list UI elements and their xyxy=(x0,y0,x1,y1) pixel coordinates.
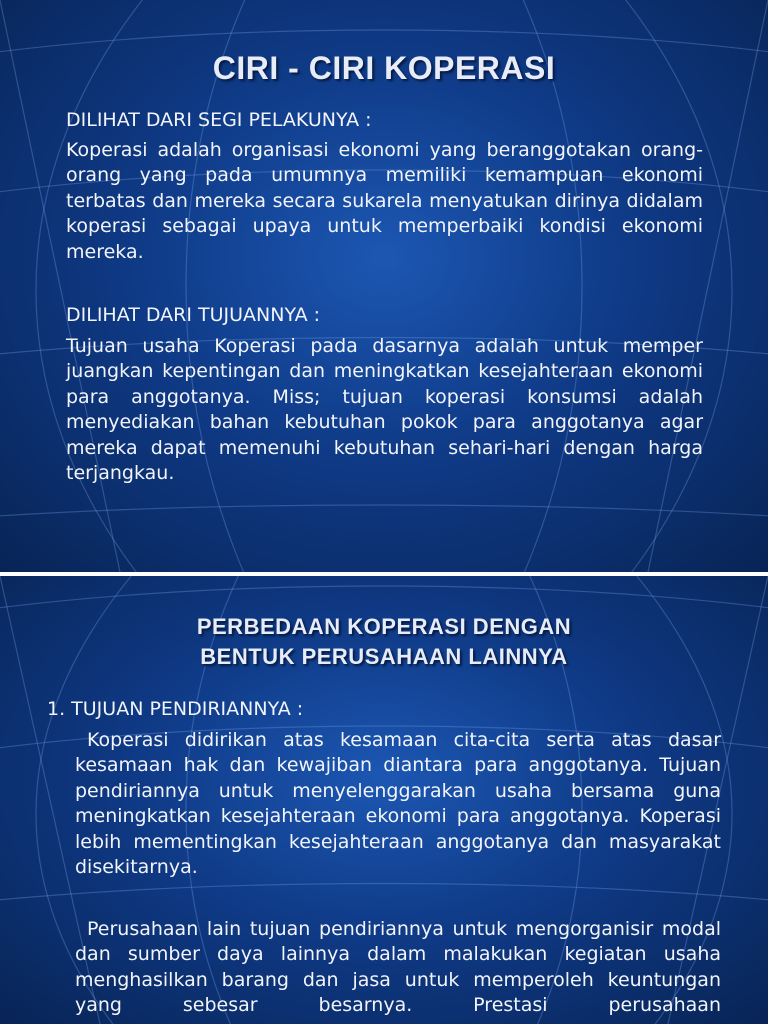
paragraph-koperasi: Koperasi didirikan atas kesamaan cita-cita serta atas dasar kesamaan hak dan kewajiban diantara para anggotanya. Tujuan pendiriannya untuk menyelenggarakan usaha bersama guna meningkatkan kesejahteraan ekonomi para anggotanya. Koperasi lebih mementingkan kesejahteraan anggotanya dan masyarakat disekitarnya. xyxy=(75,729,721,879)
paragraph-perusahaan-lain: Perusahaan lain tujuan pendiriannya untuk mengorganisir modal dan sumber daya lainnya dalam malakukan kegiatan usaha menghasilkan barang dan jasa untuk memperoleh keuntungan yang sebesar besarnya. Prestasi perusahaan xyxy=(75,918,721,1017)
section-heading-tujuan-pendirian: 1. TUJUAN PENDIRIANNYA : xyxy=(47,698,304,720)
slide-2-title-line-1: PERBEDAAN KOPERASI DENGAN xyxy=(196,614,572,639)
slide-2-title xyxy=(0,612,768,672)
paragraph-pelaku: Koperasi adalah organisasi ekonomi yang beranggotakan orang-orang yang pada umumnya memiliki kemampuan ekonomi terbatas dan mereka secara sukarela menyatukan dirinya didalam koperasi sebagai upaya untuk memperbaiki kondisi ekonomi mereka. xyxy=(66,139,703,263)
paragraph-tujuan: Tujuan usaha Koperasi pada dasarnya adalah untuk memper juangkan kepentingan dan meningkatkan kesejahteraan ekonomi para anggotanya. Miss; tujuan koperasi konsumsi adalah menyediakan bahan kebutuhan pokok para anggotanya agar mereka dapat memenuhi kebutuhan sehari-hari dengan harga terjangkau. xyxy=(66,335,703,485)
slide-title: CIRI - CIRI KOPERASI xyxy=(212,50,556,86)
section-heading-pelaku: DILIHAT DARI SEGI PELAKUNYA : xyxy=(66,109,372,131)
slide-2-title-line-2: BENTUK PERUSAHAAN LAINNYA xyxy=(200,644,568,669)
section-heading-tujuan: DILIHAT DARI TUJUANNYA : xyxy=(66,304,321,326)
